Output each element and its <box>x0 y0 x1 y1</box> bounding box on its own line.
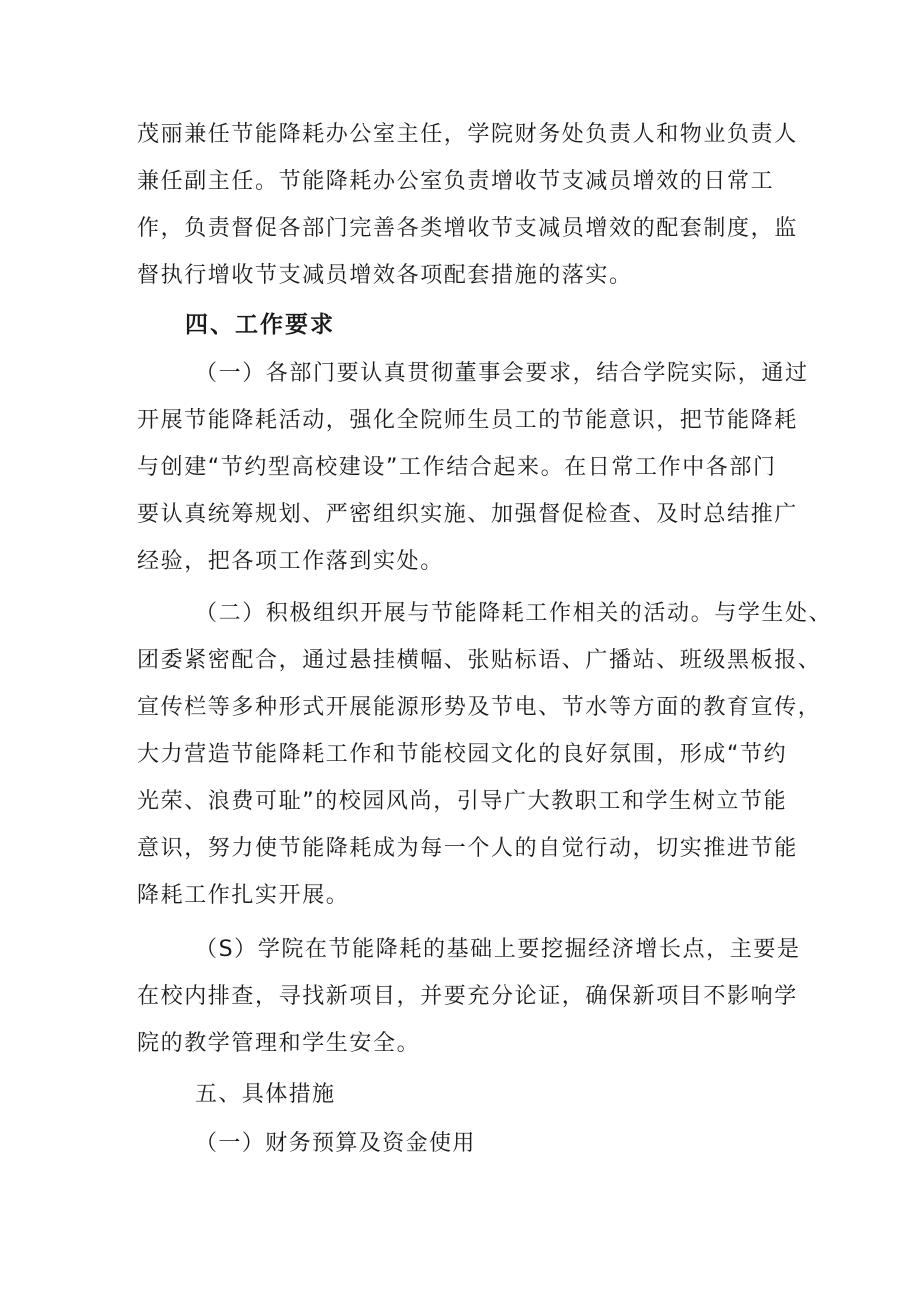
paragraph-line: 茂丽兼任节能降耗办公室主任，学院财务处负责人和物业负责人 <box>137 122 798 147</box>
section-heading: 五、具体措施 <box>195 1082 336 1107</box>
section-heading: 四、工作要求 <box>185 312 335 338</box>
paragraph-line: 督执行增收节支减员增效各项配套措施的落实。 <box>137 263 633 288</box>
paragraph-line: 经验，把各项工作落到实处。 <box>137 549 444 574</box>
subsection-heading: （一）财务预算及资金使用 <box>195 1131 476 1156</box>
paragraph-line: 大力营造节能降耗工作和节能校园文化的良好氛围，形成“节约 <box>137 742 788 767</box>
paragraph-line: 开展节能降耗活动，强化全院师生员工的节能意识，把节能降耗 <box>137 408 798 433</box>
paragraph-line: 宣传栏等多种形式开展能源形势及节电、节水等方面的教育宣传， <box>137 695 822 720</box>
paragraph-line: 在校内排查，寻找新项目，并要充分论证，确保新项目不影响学 <box>137 984 798 1009</box>
paragraph-line: 意识，努力使节能降耗成为每一个人的自觉行动，切实推进节能 <box>137 836 798 861</box>
paragraph-line: 要认真统筹规划、严密组织实施、加强督促检查、及时总结推广 <box>137 502 798 527</box>
paragraph-line: （一）各部门要认真贯彻董事会要求，结合学院实际，通过 <box>195 361 809 386</box>
paragraph-line: 降耗工作扎实开展。 <box>137 883 350 908</box>
paragraph-line: 作，负责督促各部门完善各类增收节支减员增效的配套制度，监 <box>137 216 798 241</box>
paragraph-line: 与创建“节约型高校建设”工作结合起来。在日常工作中各部门 <box>137 455 777 480</box>
paragraph-line: （二）积极组织开展与节能降耗工作相关的活动。与学生处、 <box>195 601 833 626</box>
paragraph-line: 光荣、浪费可耻”的校园风尚，引导广大教职工和学生树立节能 <box>137 789 788 814</box>
paragraph-line: （S）学院在节能降耗的基础上要挖掘经济增长点，主要是 <box>195 937 801 962</box>
paragraph-line: 兼任副主任。节能降耗办公室负责增收节支减员增效的日常工 <box>137 169 775 194</box>
paragraph-line: 团委紧密配合，通过悬挂横幅、张贴标语、广播站、班级黑板报、 <box>137 648 822 673</box>
paragraph-line: 院的教学管理和学生安全。 <box>137 1031 421 1056</box>
